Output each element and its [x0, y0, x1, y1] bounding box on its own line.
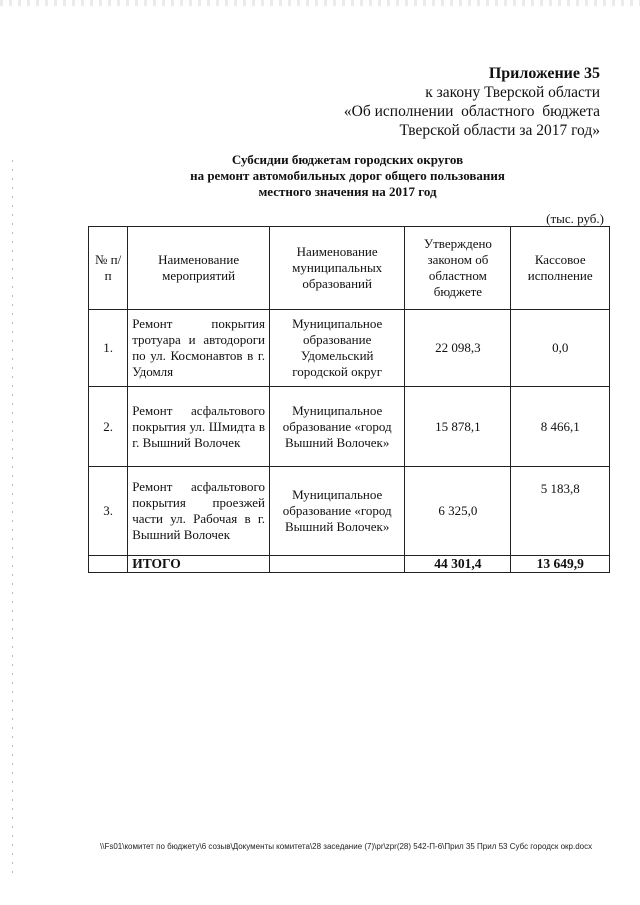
- header-municipality: Наименование муниципальных образований: [270, 227, 405, 310]
- appendix-header: [344, 64, 600, 140]
- cell-num: 2.: [89, 387, 128, 467]
- appendix-line-2: «Об исполнении областного бюджета: [343, 103, 600, 120]
- header-event: Наименование мероприятий: [128, 227, 270, 310]
- title-line-3: местного значения на 2017 год: [258, 184, 437, 199]
- cell-approved: 15 878,1: [405, 387, 511, 467]
- scan-artifact-top: [0, 0, 640, 6]
- header-executed: Кассовое исполнение: [511, 227, 610, 310]
- cell-executed: 8 466,1: [511, 387, 610, 467]
- file-path-footer: \\Fs01\комитет по бюджету\6 созыв\Документы комитета\28 заседание (7)\pr\zpr(28) 542-П-6\Прил 35 Прил 53 Субс городск окр.docx: [100, 842, 593, 851]
- cell-approved: 22 098,3: [405, 310, 511, 387]
- cell-event: Ремонт покрытия тротуара и автодороги по ул. Космонавтов в г. Удомля: [128, 310, 270, 387]
- cell-municipality: Муниципальное образование Удомельский городской округ: [270, 310, 405, 387]
- total-approved: 44 301,4: [405, 556, 511, 573]
- cell-num: 3.: [89, 467, 128, 556]
- subsidy-table: [88, 226, 610, 573]
- document-title: [60, 152, 635, 200]
- title-line-2: на ремонт автомобильных дорог общего пользования: [190, 168, 505, 183]
- header-approved: Утверждено законом об областном бюджете: [405, 227, 511, 310]
- appendix-number: Приложение 35: [488, 65, 600, 82]
- appendix-line-3: Тверской области за 2017 год»: [399, 122, 600, 139]
- table-header-row: [89, 227, 610, 310]
- table-row: [89, 310, 610, 387]
- title-line-1: Субсидии бюджетам городских округов: [231, 152, 464, 167]
- cell-empty: [89, 556, 128, 573]
- cell-municipality: Муниципальное образование «город Вышний Волочек»: [270, 467, 405, 556]
- scan-artifact-margin: [12, 160, 13, 880]
- total-label: ИТОГО: [128, 556, 270, 573]
- table-total-row: [89, 556, 610, 573]
- cell-num: 1.: [89, 310, 128, 387]
- cell-executed: 0,0: [511, 310, 610, 387]
- unit-label: (тыс. руб.): [546, 211, 604, 226]
- cell-empty: [270, 556, 405, 573]
- cell-event: Ремонт асфальтового покрытия проезжей части ул. Рабочая в г. Вышний Волочек: [128, 467, 270, 556]
- total-executed: 13 649,9: [511, 556, 610, 573]
- cell-municipality: Муниципальное образование «город Вышний Волочек»: [270, 387, 405, 467]
- cell-approved: 6 325,0: [405, 467, 511, 556]
- table-row: [89, 387, 610, 467]
- cell-executed: 5 183,8: [511, 467, 610, 556]
- header-num: № п/п: [89, 227, 128, 310]
- table-row: [89, 467, 610, 556]
- cell-event: Ремонт асфальтового покрытия ул. Шмидта в г. Вышний Волочек: [128, 387, 270, 467]
- appendix-line-1: к закону Тверской области: [425, 84, 600, 101]
